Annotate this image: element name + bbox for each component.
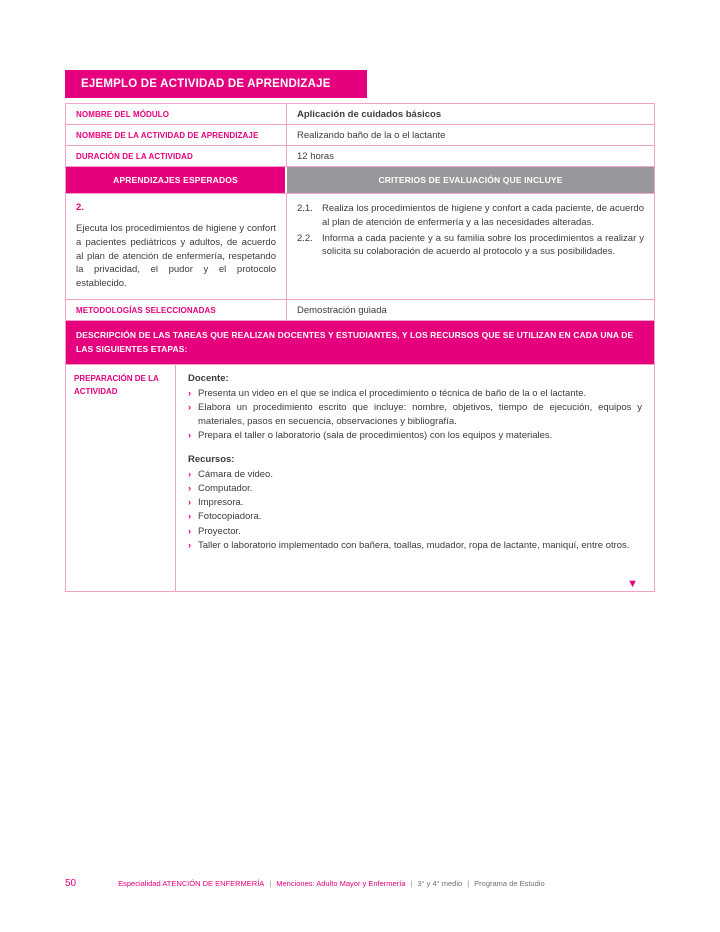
chevron-bullet-icon: › — [188, 430, 192, 442]
activity-name-label: NOMBRE DE LA ACTIVIDAD DE APRENDIZAJE — [66, 125, 287, 145]
list-item-text: Cámara de video. — [198, 468, 273, 480]
footer-separator: | — [410, 879, 413, 888]
list-item — [188, 539, 642, 553]
expected-learning-cell — [66, 194, 287, 299]
footer-specialty: Especialidad ATENCIÓN DE ENFERMERÍA — [118, 879, 265, 888]
chevron-bullet-icon: › — [188, 511, 192, 523]
duration-label: DURACIÓN DE LA ACTIVIDAD — [66, 146, 287, 166]
list-item — [188, 482, 642, 496]
table-row-methodology — [66, 300, 654, 321]
footer-separator: | — [467, 879, 470, 888]
table-row-learning-content — [66, 194, 654, 300]
evaluation-criteria-cell — [287, 194, 654, 299]
chevron-bullet-icon: › — [188, 525, 192, 537]
list-item-text: Proyector. — [198, 525, 241, 537]
expected-learning-text: Ejecuta los procedimientos de higiene y confort a pacientes pediátricos y adultos, de acuerdo al plan de atención de enfermería, respetando la privacidad, el pudor y el protocolo establecido. — [76, 223, 276, 290]
docente-list — [188, 387, 642, 444]
table-header-row — [66, 167, 654, 194]
continuation-arrow-icon: ▼ — [627, 577, 638, 590]
list-item-text: Computador. — [198, 482, 253, 494]
footer-grade: 3° y 4° medio — [417, 879, 463, 888]
chevron-bullet-icon: › — [188, 387, 192, 399]
chevron-bullet-icon: › — [188, 401, 192, 413]
module-value: Aplicación de cuidados básicos — [297, 109, 442, 120]
methodology-value: Demostración guiada — [297, 304, 387, 316]
list-item — [188, 387, 642, 401]
criterion-text: Informa a cada paciente y a su familia sobre los procedimientos a realizar y solicita su colaboración de acuerdo al protocolo y a sus posibilidades. — [322, 232, 644, 258]
list-item-text: Impresora. — [198, 497, 244, 509]
methodology-label: METODOLOGÍAS SELECCIONADAS — [66, 300, 287, 320]
duration-value: 12 horas — [297, 151, 334, 162]
table-row-module — [66, 104, 654, 125]
table-row-preparation — [66, 365, 654, 591]
chevron-bullet-icon: › — [188, 468, 192, 480]
expected-learning-header: APRENDIZAJES ESPERADOS — [66, 167, 287, 193]
activity-table — [65, 103, 655, 592]
preparation-label: PREPARACIÓN DE LA ACTIVIDAD — [66, 365, 176, 591]
recursos-list — [188, 468, 642, 554]
chevron-bullet-icon: › — [188, 539, 192, 551]
page-number: 50 — [65, 878, 77, 889]
preparation-content — [176, 365, 654, 591]
list-item-text: Elabora un procedimiento escrito que incluye: nombre, objetivos, tiempo de ejecución, equipos y materiales, pasos en secuencia, observaciones y bibliografía. — [198, 401, 642, 428]
table-row-activity-name — [66, 125, 654, 146]
module-label: NOMBRE DEL MÓDULO — [66, 104, 287, 124]
criterion-number: 2.2. — [297, 232, 313, 244]
list-item-text: Taller o laboratorio implementado con bañera, toallas, mudador, ropa de lactante, maniquí, entre otros. — [198, 539, 630, 551]
list-item — [188, 496, 642, 510]
list-item — [188, 468, 642, 482]
expected-learning-number: 2. — [76, 202, 84, 213]
criterion-item — [297, 202, 644, 230]
activity-title-banner: EJEMPLO DE ACTIVIDAD DE APRENDIZAJE — [65, 70, 367, 98]
list-item — [188, 525, 642, 539]
page-footer — [65, 878, 655, 889]
list-item-text: Prepara el taller o laboratorio (sala de procedimientos) con los equipos y materiales. — [198, 430, 553, 442]
chevron-bullet-icon: › — [188, 482, 192, 494]
footer-mentions: Menciones: Adulto Mayor y Enfermería — [276, 879, 406, 888]
footer-separator: | — [269, 879, 272, 888]
list-item-text: Fotocopiadora. — [198, 511, 262, 523]
criterion-number: 2.1. — [297, 203, 313, 214]
table-row-duration — [66, 146, 654, 167]
list-item-text: Presenta un video en el que se indica el procedimiento o técnica de baño de la o el lactante. — [198, 387, 587, 399]
list-item — [188, 429, 642, 443]
criterion-item — [297, 232, 644, 260]
criterion-text: Realiza los procedimientos de higiene y confort a cada paciente, de acuerdo al plan de atención de enfermería y a las necesidades alteradas. — [322, 203, 644, 228]
docente-heading: Docente: — [188, 372, 229, 384]
description-banner: DESCRIPCIÓN DE LAS TAREAS QUE REALIZAN DOCENTES Y ESTUDIANTES, Y LOS RECURSOS QUE SE UTILIZAN EN CADA UNA DE LAS SIGUIENTES ETAPAS: — [66, 321, 654, 365]
activity-name-value: Realizando baño de la o el lactante — [297, 130, 446, 141]
recursos-heading: Recursos: — [188, 453, 235, 465]
list-item — [188, 401, 642, 430]
list-item — [188, 510, 642, 524]
page-content — [65, 70, 655, 592]
footer-program: Programa de Estudio — [474, 879, 545, 888]
chevron-bullet-icon: › — [188, 497, 192, 509]
evaluation-criteria-header: CRITERIOS DE EVALUACIÓN QUE INCLUYE — [287, 167, 654, 193]
